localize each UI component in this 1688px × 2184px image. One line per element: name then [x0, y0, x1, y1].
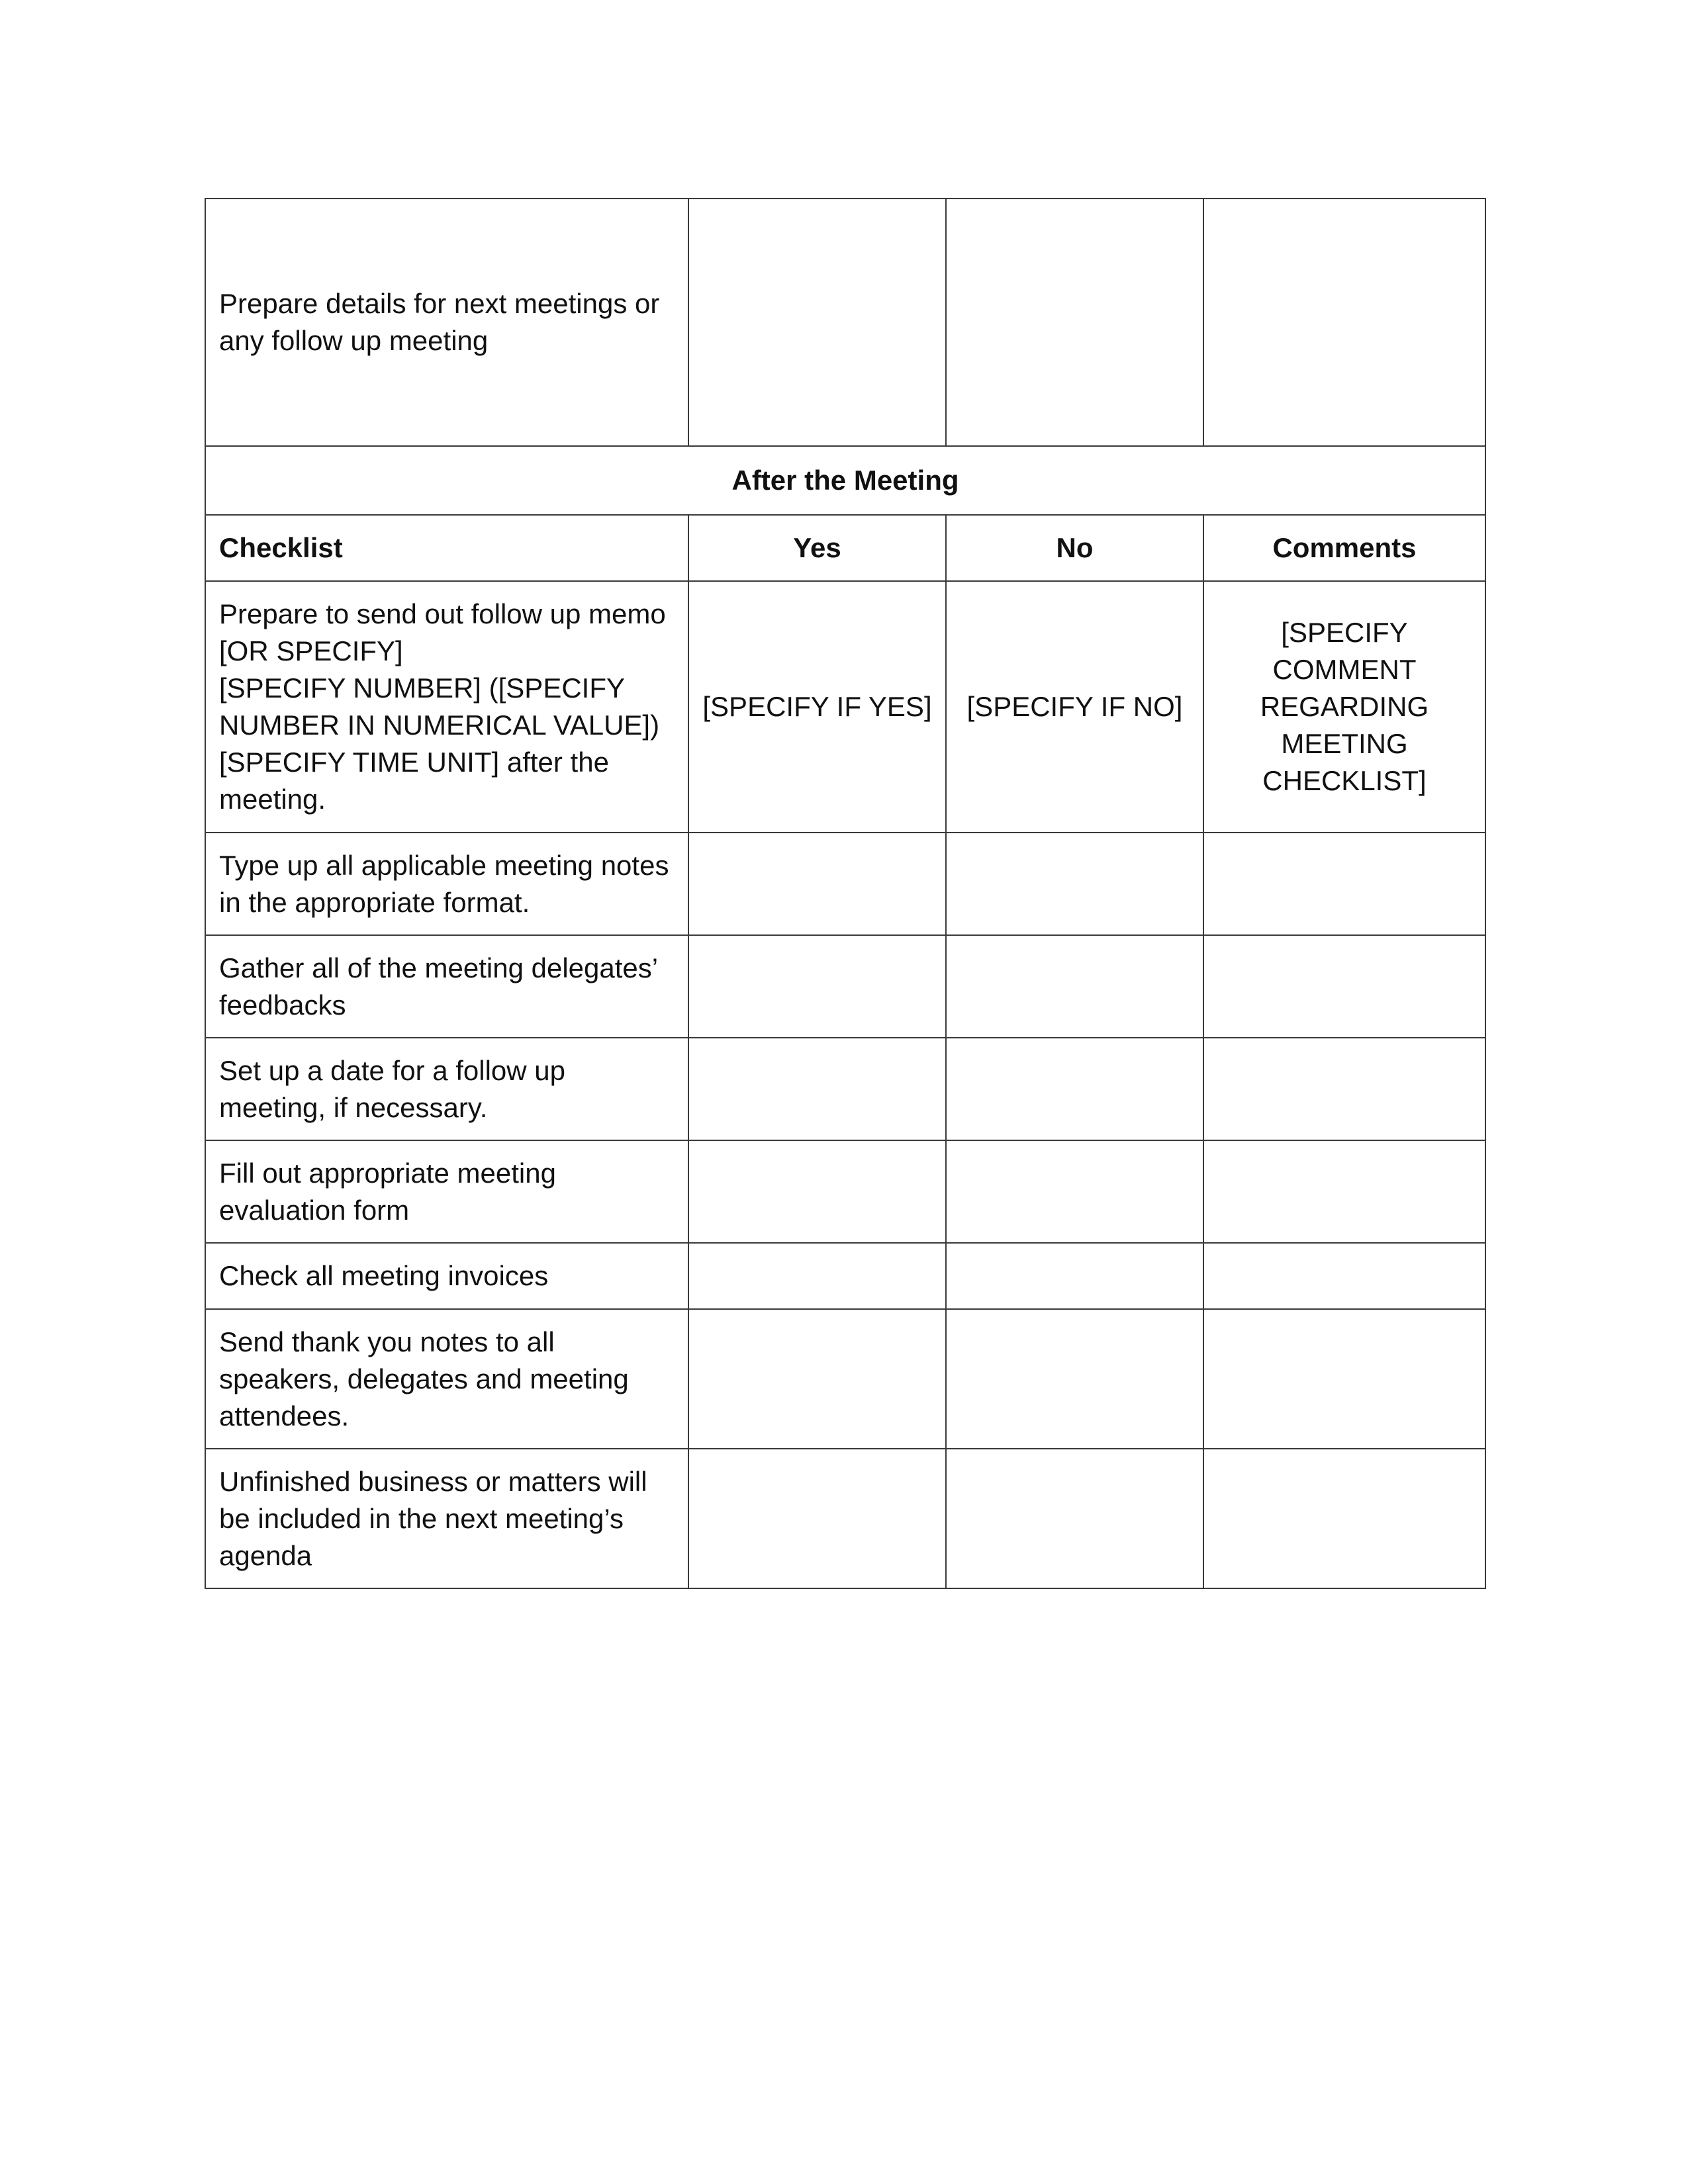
checklist-item: Prepare to send out follow up memo [OR SPECIFY] [SPECIFY NUMBER] ([SPECIFY NUMBER IN NUMERICAL VALUE]) [SPECIFY TIME UNIT] after the meeting. — [205, 581, 688, 833]
checklist-item: Send thank you notes to all speakers, delegates and meeting attendees. — [205, 1309, 688, 1449]
comments-cell — [1203, 935, 1485, 1038]
table-row-prepare-next-meetings — [205, 199, 1485, 446]
comments-cell — [1203, 199, 1485, 446]
column-header-yes: Yes — [688, 515, 946, 581]
table-row — [205, 1449, 1485, 1588]
no-cell — [946, 935, 1203, 1038]
comments-cell — [1203, 1243, 1485, 1309]
column-header-row — [205, 515, 1485, 581]
yes-cell — [688, 1243, 946, 1309]
yes-cell — [688, 833, 946, 935]
comments-cell — [1203, 1140, 1485, 1243]
yes-cell — [688, 1449, 946, 1588]
no-cell — [946, 199, 1203, 446]
no-cell — [946, 1140, 1203, 1243]
table-row — [205, 1038, 1485, 1140]
section-header-row — [205, 446, 1485, 515]
checklist-item: Fill out appropriate meeting evaluation form — [205, 1140, 688, 1243]
checklist-item: Prepare details for next meetings or any follow up meeting — [205, 199, 688, 446]
column-header-comments: Comments — [1203, 515, 1485, 581]
yes-cell — [688, 1140, 946, 1243]
no-cell — [946, 1038, 1203, 1140]
table-row — [205, 581, 1485, 833]
table-row — [205, 1243, 1485, 1309]
comments-cell — [1203, 833, 1485, 935]
checklist-item: Check all meeting invoices — [205, 1243, 688, 1309]
table-row — [205, 1140, 1485, 1243]
section-title: After the Meeting — [205, 446, 1485, 515]
no-cell — [946, 1309, 1203, 1449]
yes-cell: [SPECIFY IF YES] — [688, 581, 946, 833]
comments-cell — [1203, 1309, 1485, 1449]
comments-cell — [1203, 1449, 1485, 1588]
table-row — [205, 935, 1485, 1038]
table-row — [205, 1309, 1485, 1449]
comments-cell: [SPECIFY COMMENT REGARDING MEETING CHECKLIST] — [1203, 581, 1485, 833]
yes-cell — [688, 1309, 946, 1449]
column-header-no: No — [946, 515, 1203, 581]
yes-cell — [688, 1038, 946, 1140]
checklist-item: Type up all applicable meeting notes in the appropriate format. — [205, 833, 688, 935]
meeting-checklist-table — [205, 198, 1486, 1589]
no-cell — [946, 1449, 1203, 1588]
column-header-checklist: Checklist — [205, 515, 688, 581]
checklist-item: Unfinished business or matters will be included in the next meeting’s agenda — [205, 1449, 688, 1588]
no-cell — [946, 1243, 1203, 1309]
no-cell: [SPECIFY IF NO] — [946, 581, 1203, 833]
no-cell — [946, 833, 1203, 935]
yes-cell — [688, 199, 946, 446]
checklist-item: Set up a date for a follow up meeting, if necessary. — [205, 1038, 688, 1140]
comments-cell — [1203, 1038, 1485, 1140]
table-row — [205, 833, 1485, 935]
yes-cell — [688, 935, 946, 1038]
checklist-item: Gather all of the meeting delegates’ feedbacks — [205, 935, 688, 1038]
